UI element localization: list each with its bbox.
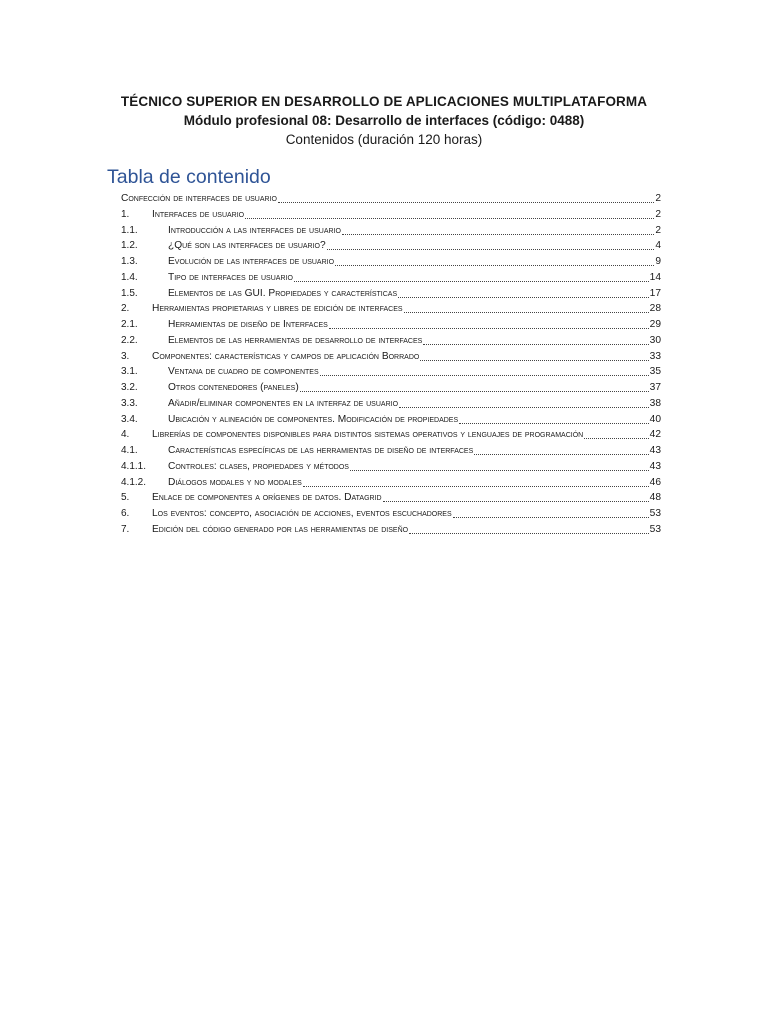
toc-entry-number: 4.1.2.: [121, 476, 147, 488]
toc-leader-dots: [409, 522, 649, 534]
toc-entry-number: 3.: [121, 350, 130, 362]
toc-entry-number: 2.2.: [121, 334, 138, 346]
toc-page-number: 53: [649, 508, 661, 519]
module-title: Módulo profesional 08: Desarrollo de interfaces (código: 0488): [183, 113, 585, 128]
toc-entry[interactable]: [121, 270, 661, 286]
toc-entry-title: Interfaces de usuario: [152, 208, 245, 220]
toc-page-number: 40: [649, 413, 661, 425]
toc-entry-title: Controles: clases, propiedades y métodos: [168, 460, 349, 472]
toc-leader-dots: [294, 270, 649, 282]
toc-entry-number: 1.4.: [121, 271, 138, 283]
contents-duration: Contenidos (duración 120 horas): [285, 132, 483, 147]
toc-leader-dots: [320, 364, 649, 376]
toc-leader-dots: [584, 427, 648, 439]
course-title: TÉCNICO SUPERIOR EN DESARROLLO DE APLICACIONES MULTIPLATAFORMA: [120, 94, 648, 109]
toc-entry[interactable]: [121, 223, 661, 239]
toc-leader-dots: [453, 506, 649, 518]
toc-leader-dots: [474, 443, 648, 455]
toc-leader-dots: [278, 191, 654, 203]
toc-entry[interactable]: [121, 459, 661, 475]
toc-entry-title: Introducción a las interfaces de usuario: [168, 224, 341, 236]
toc-page-number: 48: [649, 492, 661, 504]
toc-entry-title: Diálogos modales y no modales: [168, 476, 302, 488]
toc-entry[interactable]: [121, 396, 661, 412]
toc-page-number: 2: [655, 208, 661, 220]
toc-entry[interactable]: [121, 443, 661, 459]
toc-entry-number: 4.: [121, 429, 130, 441]
toc-entry-number: 2.: [121, 303, 130, 315]
toc-page-number: 46: [649, 476, 661, 488]
toc-page-number: 14: [649, 271, 661, 283]
toc-entry-title: Enlace de componentes a orígenes de datos. Datagrid: [152, 492, 382, 504]
toc-page-number: 43: [649, 445, 661, 456]
toc-page-number: 30: [649, 334, 661, 346]
toc-entry[interactable]: [121, 490, 661, 506]
toc-entry-title: Evolución de las interfaces de usuario: [168, 256, 335, 267]
toc-page-number: 42: [649, 429, 661, 441]
toc-entry-number: 4.1.1.: [121, 460, 147, 472]
toc-entry-title: Características específicas de las herramientas de diseño de interfaces: [168, 445, 474, 456]
toc-entry-title: Ventana de cuadro de componentes: [168, 366, 319, 378]
toc-entry-title: Edición del código generado por las herramientas de diseño: [152, 523, 409, 535]
toc-leader-dots: [420, 349, 648, 361]
toc-page-number: 4: [655, 240, 661, 252]
toc-entry-number: 1.5.: [121, 287, 138, 299]
toc-entry[interactable]: [121, 333, 661, 349]
toc-entry-number: 1.: [121, 208, 130, 220]
toc-page-number: 9: [655, 256, 661, 267]
toc-entry[interactable]: [121, 412, 661, 428]
toc-entry[interactable]: [121, 207, 661, 223]
toc-entry-title: Añadir/eliminar componentes en la interfaz de usuario: [168, 397, 399, 409]
toc-leader-dots: [245, 207, 654, 219]
toc-page-number: 28: [649, 303, 661, 315]
toc-entry-number: 3.1.: [121, 366, 138, 378]
toc-leader-dots: [383, 490, 649, 502]
toc-entry[interactable]: [121, 254, 661, 270]
toc-entry-title: Herramientas propietarias y libres de edición de interfaces: [152, 303, 403, 315]
toc-page-number: 35: [649, 366, 661, 378]
toc-leader-dots: [399, 396, 649, 408]
toc-entry-number: 7.: [121, 523, 130, 535]
toc-entry-number: 5.: [121, 492, 130, 504]
toc-entry-title: Elementos de las herramientas de desarrollo de interfaces: [168, 334, 423, 346]
toc-page-number: 2: [655, 224, 661, 236]
toc-leader-dots: [342, 223, 654, 235]
toc-leader-dots: [423, 333, 648, 345]
toc-entry-number: 3.4.: [121, 413, 138, 425]
document-header: [0, 92, 768, 149]
toc-leader-dots: [335, 254, 654, 266]
toc-entry[interactable]: [121, 380, 661, 396]
toc-entry-title: Elementos de las GUI. Propiedades y características: [168, 287, 398, 299]
toc-entry-title: Tipo de interfaces de usuario: [168, 271, 293, 283]
toc-leader-dots: [327, 238, 655, 250]
toc-entry-title: Confección de interfaces de usuario: [121, 193, 277, 204]
toc-entry[interactable]: [121, 191, 661, 207]
toc-page-number: 17: [649, 287, 661, 299]
toc-heading: Tabla de contenido: [107, 166, 271, 188]
toc-entry[interactable]: [121, 475, 661, 491]
toc-entry[interactable]: [121, 317, 661, 333]
toc-page-number: 53: [649, 523, 661, 535]
toc-entry[interactable]: [121, 286, 661, 302]
toc-leader-dots: [303, 475, 649, 487]
toc-entry[interactable]: [121, 364, 661, 380]
toc-entry[interactable]: [121, 427, 661, 443]
toc-page-number: 43: [649, 460, 661, 472]
toc-page-number: 33: [649, 350, 661, 362]
toc-leader-dots: [329, 317, 649, 329]
toc-entry-number: 4.1.: [121, 445, 138, 456]
toc-entry-title: Los eventos: concepto, asociación de acciones, eventos escuchadores: [152, 508, 452, 519]
toc-leader-dots: [300, 380, 649, 392]
toc-page-number: 37: [649, 382, 661, 393]
table-of-contents: [121, 191, 661, 538]
toc-leader-dots: [459, 412, 649, 424]
toc-entry-number: 3.3.: [121, 397, 138, 409]
toc-entry-title: Ubicación y alineación de componentes. Modificación de propiedades: [168, 413, 459, 425]
toc-entry-title: Herramientas de diseño de Interfaces: [168, 319, 328, 330]
toc-page-number: 38: [649, 397, 661, 409]
toc-entry-title: Otros contenedores (paneles): [168, 382, 299, 393]
toc-entry-title: Librerías de componentes disponibles para distintos sistemas operativos y lenguajes de programación: [152, 429, 584, 441]
toc-entry-title: Componentes: características y campos de aplicación Borrado: [152, 350, 420, 362]
toc-leader-dots: [350, 459, 649, 471]
toc-page-number: 2: [655, 193, 661, 204]
toc-entry-number: 6.: [121, 508, 130, 519]
toc-entry-number: 3.2.: [121, 382, 138, 393]
toc-entry-title: ¿Qué son las interfaces de usuario?: [168, 240, 326, 252]
toc-page-number: 29: [649, 319, 661, 330]
toc-entry[interactable]: [121, 506, 661, 522]
toc-entry[interactable]: [121, 238, 661, 254]
toc-entry[interactable]: [121, 522, 661, 538]
toc-leader-dots: [398, 286, 649, 298]
toc-entry-number: 1.3.: [121, 256, 138, 267]
toc-leader-dots: [404, 301, 649, 313]
toc-entry-number: 1.2.: [121, 240, 138, 252]
toc-entry[interactable]: [121, 349, 661, 365]
toc-entry-number: 2.1.: [121, 319, 138, 330]
toc-entry[interactable]: [121, 301, 661, 317]
toc-entry-number: 1.1.: [121, 224, 138, 236]
